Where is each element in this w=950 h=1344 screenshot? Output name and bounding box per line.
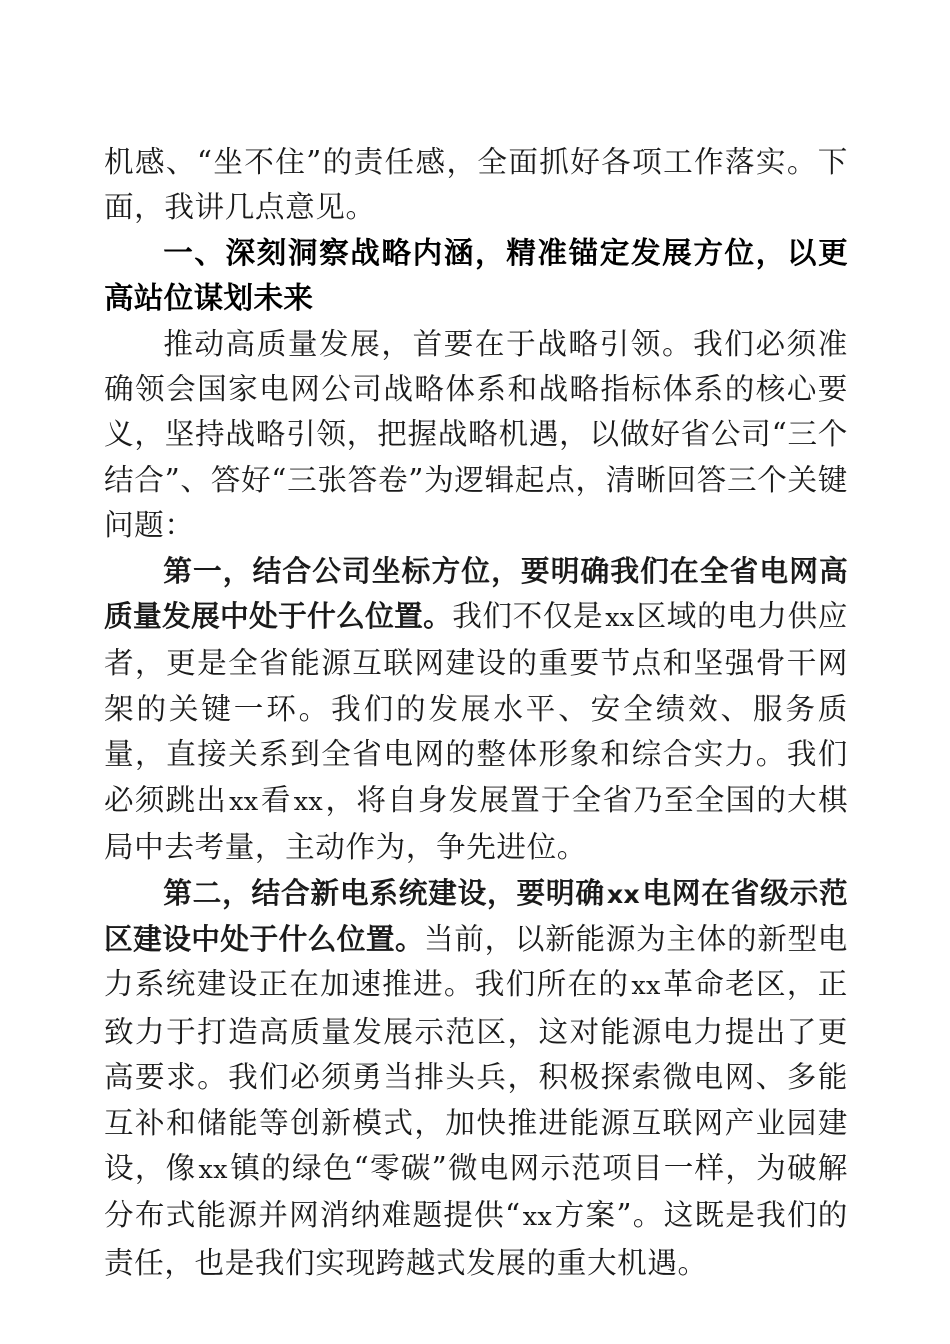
point-one-emphasis: 第一，结合公司坐标方位，要明确我们在全省电网高质量发展中处于什么位置。 (104, 553, 848, 634)
point-one-text-b: 区域的电力供应者，更是全省能源互联网建设的重要节点和坚强骨干网架的关键一环。我们的发展水平、安全绩效、服务质量，直接关系到全省电网的整体形象和综合实力。我们必须跳出 (104, 599, 848, 817)
paragraph-continuation: 机感、“坐不住”的责任感，全面抓好各项工作落实。下面，我讲几点意见。 (104, 145, 848, 225)
point-two-emphasis-placeholder: xx (606, 879, 640, 909)
point-two-placeholder-a: xx (631, 971, 661, 1002)
point-two-placeholder-b: xx (198, 1154, 228, 1185)
document-body (104, 140, 848, 1286)
point-one-placeholder-a: xx (605, 603, 635, 634)
heading-section-one: 一、深刻洞察战略内涵，精准锚定发展方位，以更高站位谋划未来 (104, 235, 848, 316)
point-two-text-d: 方案”。这既是我们的责任，也是我们实现跨越式发展的重大机遇。 (104, 1198, 848, 1280)
point-one-text-d: ，将自身发展置于全省乃至全国的大棋局中去考量，主动作为，争先进位。 (104, 782, 848, 865)
point-one-placeholder-b: xx (229, 786, 259, 817)
point-two-placeholder-c: xx (522, 1202, 552, 1233)
point-two-text-a: 当前，以新能源为主体的新型电力系统建设正在加速推进。我们所在的 (104, 921, 848, 1002)
point-two-emphasis-b: 电网在省级示范区建设中处于什么位置。 (104, 875, 849, 956)
point-one-placeholder-c: xx (293, 786, 323, 817)
paragraph-point-one (104, 549, 848, 871)
point-one-text-a: 我们不仅是 (452, 599, 604, 634)
point-one-text-c: 看 (260, 782, 292, 817)
point-two-text-c: 镇的绿色“零碳”微电网示范项目一样，为破解分布式能源并网消纳难题提供“ (104, 1150, 848, 1233)
paragraph-point-two (104, 871, 848, 1287)
point-two-emphasis-a: 第二，结合新电系统建设，要明确 (163, 875, 605, 910)
point-two-text-b: 革命老区，正致力于打造高质量发展示范区，这对能源电力提出了更高要求。我们必须勇当排头兵，积极探索微电网、多能互补和储能等创新模式，加快推进能源互联网产业园建设，像 (104, 967, 848, 1185)
paragraph-strategy-intro: 推动高质量发展，首要在于战略引领。我们必须准确领会国家电网公司战略体系和战略指标体系的核心要义，坚持战略引领，把握战略机遇，以做好省公司“三个结合”、答好“三张答卷”为逻辑起点，清晰回答三个关键问题： (104, 326, 848, 543)
